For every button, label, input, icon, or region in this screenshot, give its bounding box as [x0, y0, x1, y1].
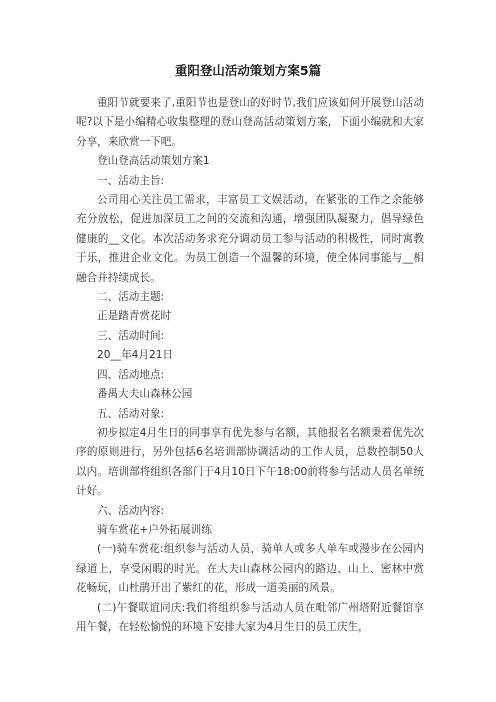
section-paragraph: 正是踏青赏花时: [97, 310, 172, 323]
document-title: 重阳登山活动策划方案5篇: [174, 63, 322, 78]
section-paragraph: 骑车赏花+户外拓展训练: [97, 523, 212, 536]
section-paragraph: 20__年4月21日: [97, 349, 174, 362]
plan-heading: 登山登高活动策划方案1: [97, 155, 210, 168]
section-heading: 三、活动时间:: [97, 329, 165, 342]
section-paragraph: 公司用心关注员工需求，丰富员工文娱活动，在紧张的工作之余能够充分放松，促进加深员工之间的交流和沟通，增强团队凝聚力，倡导绿色健康的__文化。本次活动务求充分调动员工参与活动的积极性，同时寓教于乐，推进企业文化。为员工创造一个温馨的环境，使全体同事能与__相融合并持续成长。: [76, 194, 424, 284]
section-paragraph: 番禺大夫山森林公园: [97, 388, 193, 401]
section-paragraph: 初步拟定4月生日的同事享有优先参与名额，其他报名名额秉着优先次序的原则进行，另外包括6名培训部协调活动的工作人员，总数控制50人以内。培训部将组织各部门于4月10日下午18:00前将参与活动人员名单统计好。: [76, 426, 424, 498]
section-heading: 四、活动地点:: [97, 368, 165, 381]
document-body: [76, 94, 424, 637]
section-heading: 六、活动内容:: [97, 504, 165, 517]
intro-paragraph: 重阳节就要来了,重阳节也是登山的好时节,我们应该如何开展登山活动呢?以下是小编精心收集整理的登山登高活动策划方案，下面小编就和大家分享，来欣赏一下吧。: [76, 97, 424, 148]
section-paragraph: (一)骑车赏花:组织参与活动人员，骑单人或多人单车或漫步在公园内绿道上，享受闲暇的时光。在大夫山森林公园内的路边、山上、密林中赏花畅玩，山杜鹃开出了紫红的花，形成一道美丽的风景。: [76, 543, 424, 595]
section-heading: 五、活动对象:: [97, 407, 165, 420]
section-paragraph: (二)午餐联谊同庆:我们将组织参与活动人员在毗邻广州塔附近餐馆享用午餐，在轻松愉悦的环境下安排大家为4月生日的员工庆生，: [76, 601, 424, 633]
section-heading: 二、活动主题:: [97, 291, 165, 304]
section-heading: 一、活动主旨:: [97, 174, 165, 187]
